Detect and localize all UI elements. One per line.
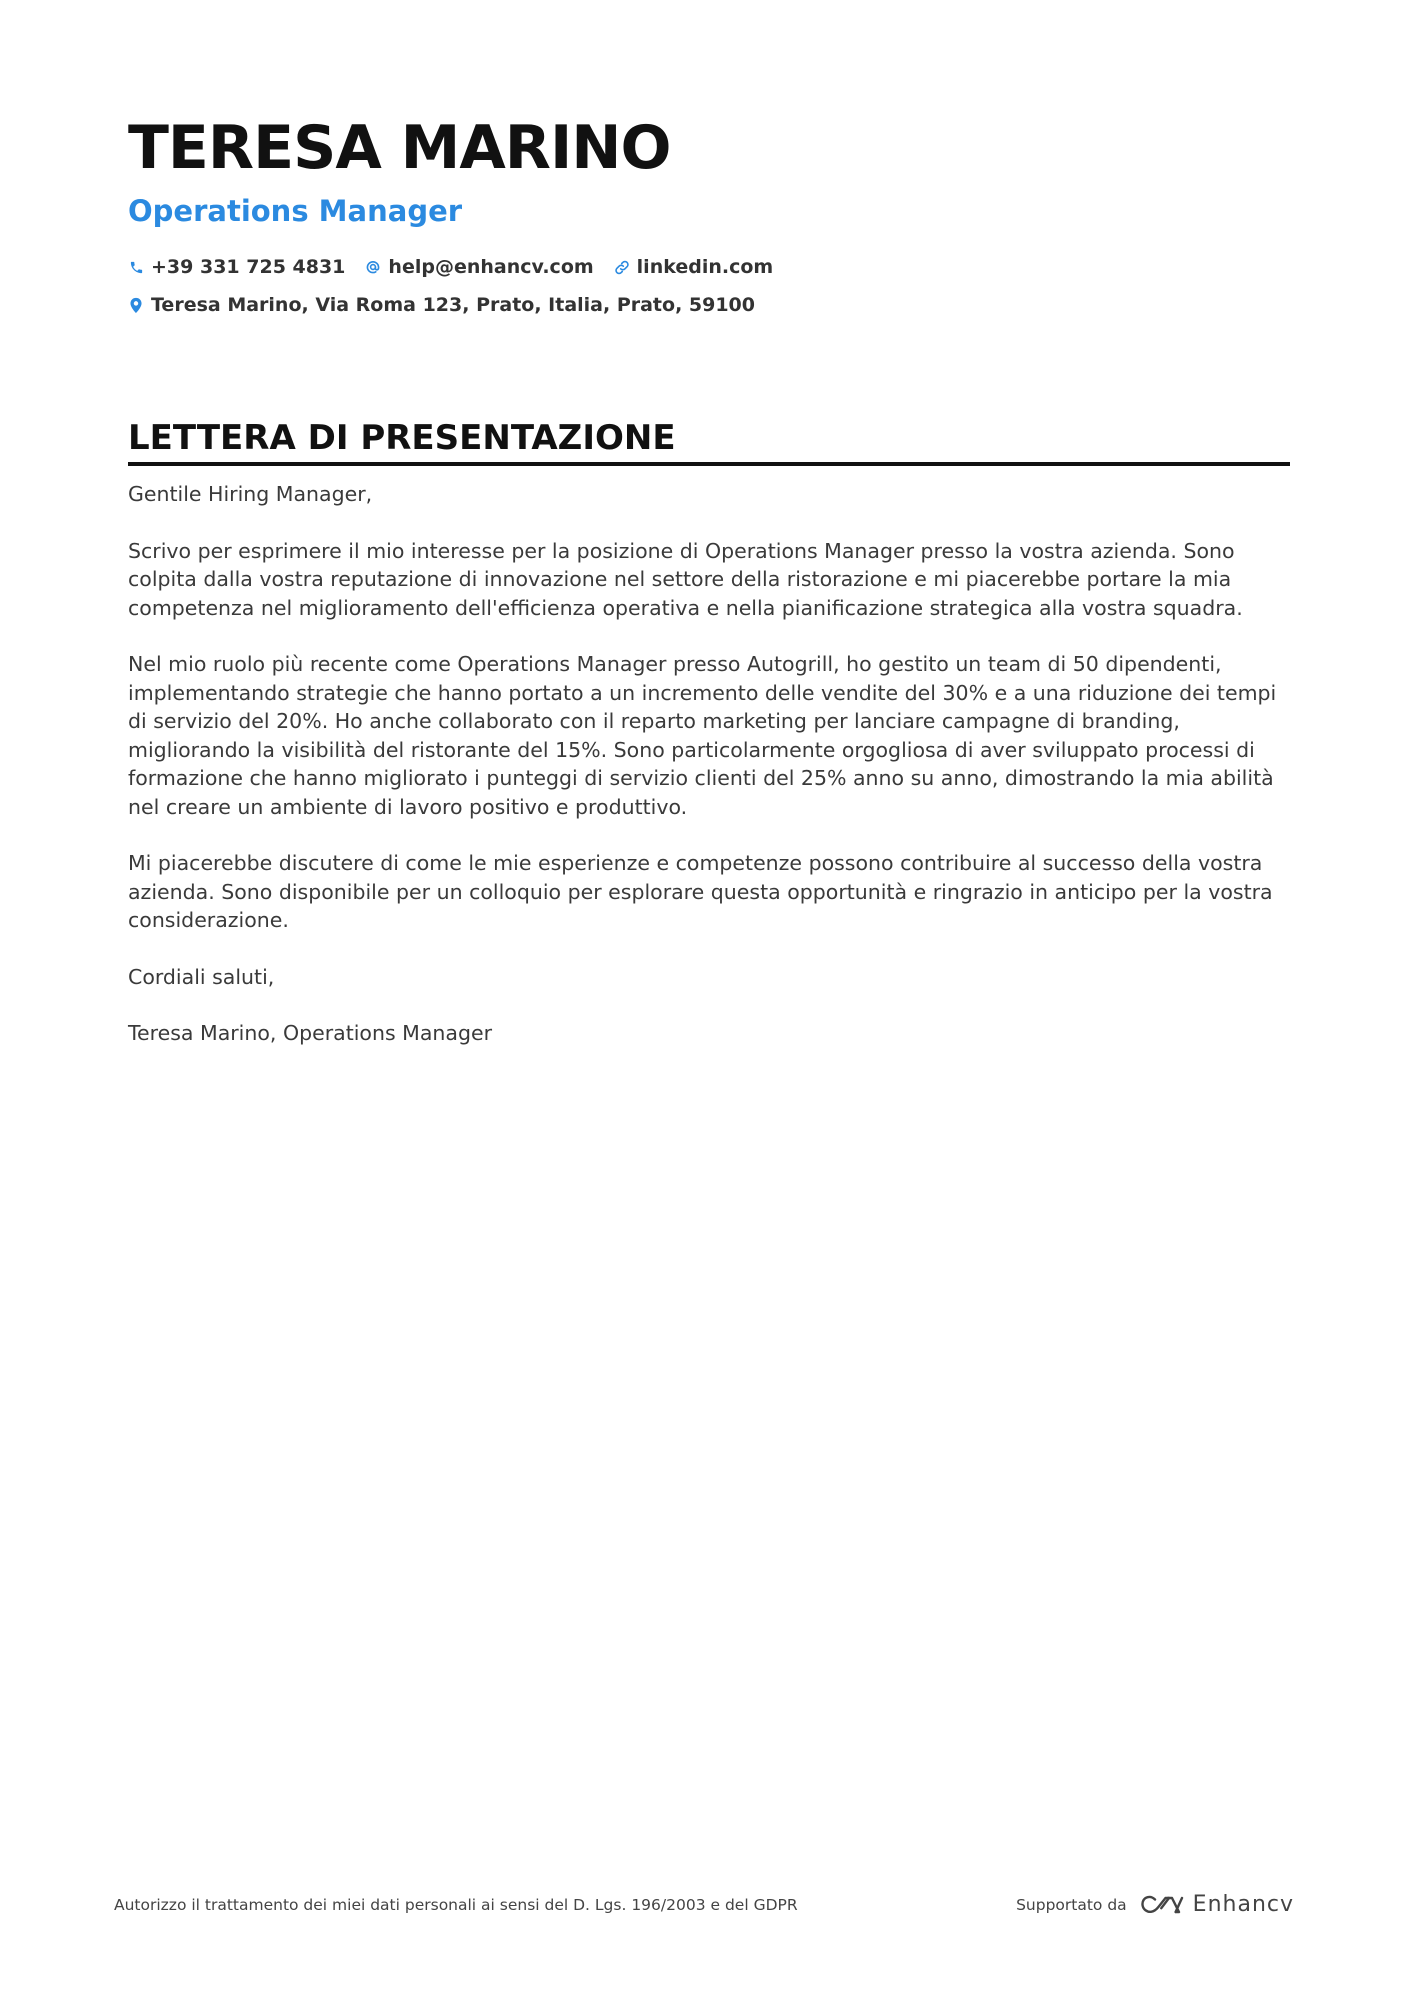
contact-address — [128, 294, 755, 316]
email-address[interactable]: help@enhancv.com — [388, 256, 594, 278]
section-heading: LETTERA DI PRESENTAZIONE — [128, 416, 1290, 466]
powered-by-label: Supportato da — [1016, 1895, 1127, 1914]
letter-body — [128, 480, 1290, 1048]
job-title: Operations Manager — [128, 194, 463, 228]
contact-phone — [128, 256, 345, 278]
page-footer — [114, 1892, 1294, 1917]
contact-link — [614, 256, 774, 278]
phone-icon — [128, 259, 144, 275]
address-text: Teresa Marino, Via Roma 123, Prato, Italia, Prato, 59100 — [151, 294, 756, 316]
cover-letter-page — [128, 110, 1290, 1076]
phone-number: +39 331 725 4831 — [151, 256, 346, 278]
letter-greeting: Gentile Hiring Manager, — [128, 482, 373, 506]
enhancv-logo-icon — [1139, 1893, 1185, 1917]
letter-paragraph-2: Nel mio ruolo più recente come Operations Manager presso Autogrill, ho gestito un team di 50 dipendenti, implementando strategie che hanno portato a un incremento delle vendite del 30% e a una riduzione dei tempi di servizio del 20%. Ho anche collaborato con il reparto marketing per lanciare campagne di branding, migliorando la visibilità del ristorante del 15%. Sono particolarmente orgogliosa di aver sviluppato processi di formazione che hanno migliorato i punteggi di servizio clienti del 25% anno su anno, dimostrando la mia abilità nel creare un ambiente di lavoro positivo e produttivo. — [128, 652, 1277, 819]
at-icon — [365, 259, 381, 275]
brand-name: Enhancv — [1192, 1892, 1294, 1917]
powered-by — [1016, 1892, 1294, 1917]
contact-info — [128, 248, 1290, 324]
link-icon — [614, 259, 630, 275]
letter-paragraph-3: Mi piacerebbe discutere di come le mie esperienze e competenze possono contribuire al successo della vostra azienda. Sono disponibile per un colloquio per esplorare questa opportunità e ringrazio in anticipo per la vostra considerazione. — [128, 851, 1273, 932]
letter-paragraph-1: Scrivo per esprimere il mio interesse per la posizione di Operations Manager presso la vostra azienda. Sono colpita dalla vostra reputazione di innovazione nel settore della ristorazione e mi piacerebbe portare la mia competenza nel miglioramento dell'efficienza operativa e nella pianificazione strategica alla vostra squadra. — [128, 538, 1243, 620]
profile-link[interactable]: linkedin.com — [636, 256, 774, 278]
location-pin-icon — [128, 297, 144, 313]
privacy-consent: Autorizzo il trattamento dei miei dati personali ai sensi del D. Lgs. 196/2003 e del GDPR — [114, 1895, 798, 1914]
contact-row-primary — [128, 248, 1290, 286]
contact-email — [365, 256, 593, 278]
letter-signature: Teresa Marino, Operations Manager — [128, 1021, 493, 1045]
contact-row-address — [128, 286, 1290, 324]
candidate-name: TERESA MARINO — [128, 113, 671, 183]
letter-closing: Cordiali saluti, — [128, 964, 275, 989]
